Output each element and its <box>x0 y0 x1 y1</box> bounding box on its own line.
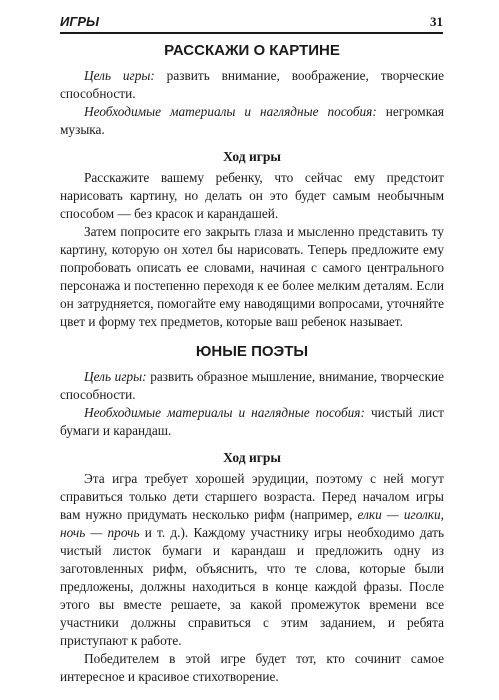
game1-paragraph-2: Затем попросите его закрыть глаза и мысленно представить ту картину, которую он хотел бы нарисовать. Теперь предложите ему попробовать описать ее словами, начиная с самого центрального персонажа и постепенно переходя к ее более мелким деталям. Если он затрудняется, помогайте ему наводящими вопросами, уточняйте цвет и форму тех предметов, которые ваш ребенок называет. <box>60 224 444 329</box>
game1-materials-text: негромкая музыка. <box>60 104 444 137</box>
game1-materials-label: Необходимые материалы и наглядные пособия: <box>84 104 377 119</box>
game1-goal-text: развить внимание, воображение, творческие способности. <box>60 68 444 101</box>
game2-goal-label: Цель игры: <box>84 369 147 384</box>
game2-paragraph-1 <box>60 470 444 650</box>
game2-progress-title: Ход игры <box>223 450 281 465</box>
game1-goal <box>60 67 444 103</box>
game1-materials <box>60 103 444 139</box>
running-header <box>60 14 443 34</box>
game2-materials-label: Необходимые материалы и наглядные пособия: <box>84 405 365 420</box>
game1-progress-title: Ход игры <box>223 149 281 164</box>
game2-paragraph-1-a: Эта игра требует хорошей эрудиции, поэтому с ней могут справиться только дети старшего возраста. Перед началом игры вам нужно придумать несколько рифм (например, <box>60 471 444 522</box>
page-number: 31 <box>430 14 443 29</box>
game2-materials <box>60 404 444 440</box>
game2-title: ЮНЫЕ ПОЭТЫ <box>195 343 309 360</box>
game2-materials-text: чистый лист бумаги и карандаш. <box>60 405 444 438</box>
game2-goal <box>60 368 444 404</box>
game1-goal-label: Цель игры: <box>84 68 155 83</box>
game1-title: РАССКАЖИ О КАРТИНЕ <box>164 42 340 59</box>
game2-paragraph-1-b: и т. д.). Каждому участнику игры необходимо дать чистый листок бумаги и карандаш и предложить одну из заготовленных рифм, объяснить, что те слова, которые были предложены, должны находиться в конце каждой фразы. После этого вы вместе решаете, за какой промежуток времени все участники должны справиться с этим заданием, и ребята приступают к работе. <box>60 525 445 648</box>
game2-paragraph-2: Победителем в этой игре будет тот, кто сочинит самое интересное и красивое стихотворение. <box>60 651 444 684</box>
game2-goal-text: развить образное мышление, внимание, творческие способности. <box>60 369 444 402</box>
page-body <box>60 38 444 686</box>
rhyme-example: елки — иголки, ночь — прочь <box>60 507 445 540</box>
section-title: ИГРЫ <box>60 14 99 29</box>
game1-paragraph-1: Расскажите вашему ребенку, что сейчас ему предстоит нарисовать картину, но делать он это будет самым необычным способом — без красок и карандашей. <box>60 170 444 221</box>
